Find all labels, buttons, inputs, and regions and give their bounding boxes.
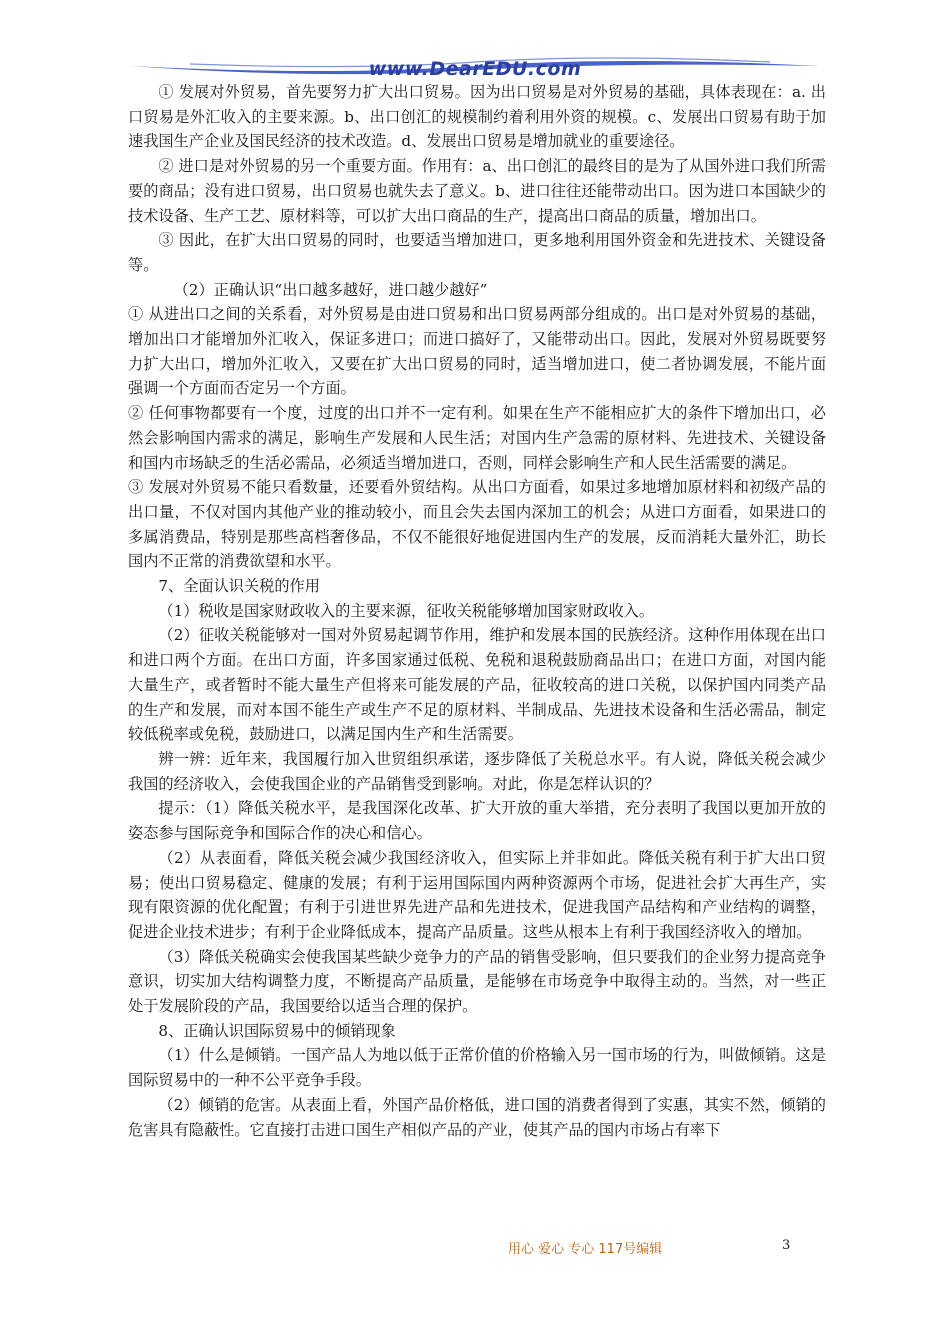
paragraph: 辨一辨：近年来，我国履行加入世贸组织承诺，逐步降低了关税总水平。有人说，降低关税会减少我国的经济收入，会使我国企业的产品销售受到影响。对此，你是怎样认识的？ — [128, 749, 826, 793]
paragraph: ① 发展对外贸易，首先要努力扩大出口贸易。因为出口贸易是对外贸易的基础，具体表现在：a. 出口贸易是外汇收入的主要来源。b、出口创汇的规模制约着利用外资的规模。c、发展出口贸易有助于加速我国生产企业及国民经济的技术改造。d、发展出口贸易是增加就业的重要途径。 — [128, 83, 826, 151]
paragraph: ② 任何事物都要有一个度，过度的出口并不一定有利。如果在生产不能相应扩大的条件下增加出口，必然会影响国内需求的满足，影响生产发展和人民生活；对国内生产急需的原材料、先进技术、关键设备和国内市场缺乏的生活必需品，必须适当增加进口，否则，同样会影响生产和人民生活需要的满足。 — [128, 404, 826, 472]
section-heading: 7、全面认识关税的作用 — [158, 577, 320, 596]
paragraph: （3）降低关税确实会使我国某些缺少竞争力的产品的销售受影响，但只要我们的企业努力提高竞争意识，切实加大结构调整力度，不断提高产品质量，是能够在市场竞争中取得主动的。当然，对一些正处于发展阶段的产品，我国要给以适当合理的保护。 — [128, 947, 826, 1016]
section-subheading: （2）正确认识“出口越多越好，进口越少越好” — [173, 280, 488, 299]
paragraph: （2）倾销的危害。从表面上看，外国产品价格低，进口国的消费者得到了实惠，其实不然，倾销的危害具有隐蔽性。它直接打击进口国生产相似产品的产业，使其产品的国内市场占有率下 — [128, 1095, 826, 1139]
paragraph: ③ 发展对外贸易不能只看数量，还要看外贸结构。从出口方面看，如果过多地增加原材料和初级产品的出口量，不仅对国内其他产业的推动较小，而且会失去国内深加工的机会；从进口方面看，如果进口的多属消费品，特别是那些高档奢侈品，不仅不能很好地促进国内生产的发展，反而消耗大量外汇，助长国内不正常的消费欲望和水平。 — [128, 478, 826, 571]
paragraph: ③ 因此，在扩大出口贸易的同时，也要适当增加进口，更多地利用国外资金和先进技术、关键设备等。 — [128, 231, 826, 274]
page-number: 3 — [782, 1238, 791, 1253]
paragraph: 提示：（1）降低关税水平，是我国深化改革、扩大开放的重大举措，充分表明了我国以更加开放的姿态参与国际竞争和国际合作的决心和信心。 — [128, 799, 826, 843]
paragraph: （1）税收是国家财政收入的主要来源，征收关税能够增加国家财政收入。 — [158, 601, 655, 620]
section-heading: 8、正确认识国际贸易中的倾销现象 — [158, 1021, 396, 1040]
footer-text: 用心 爱心 专心 117号编辑 — [508, 1242, 663, 1257]
document-body — [128, 80, 826, 1142]
paragraph: ② 进口是对外贸易的另一个重要方面。作用有：a、出口创汇的最终目的是为了从国外进口我们所需要的商品；没有进口贸易，出口贸易也就失去了意义。b、进口往往还能带动出口。因为进口本国缺少的技术设备、生产工艺、原材料等，可以扩大出口商品的生产，提高出口商品的质量，增加出口。 — [128, 157, 826, 225]
paragraph: ① 从进出口之间的关系看，对外贸易是由进口贸易和出口贸易两部分组成的。出口是对外贸易的基础，增加出口才能增加外汇收入，保证多进口；而进口搞好了，又能带动出口。因此，发展对外贸易既要努力扩大出口，增加外汇收入，又要在扩大出口贸易的同时，适当增加进口，使二者协调发展，不能片面强调一个方面而否定另一个方面。 — [128, 305, 826, 398]
paragraph: （1）什么是倾销。一国产品人为地以低于正常价值的价格输入另一国市场的行为，叫做倾销。这是国际贸易中的一种不公平竞争手段。 — [128, 1046, 826, 1090]
paragraph: （2）从表面看，降低关税会减少我国经济收入，但实际上并非如此。降低关税有利于扩大出口贸易；使出口贸易稳定、健康的发展；有利于运用国际国内两种资源两个市场，促进社会扩大再生产，实现有限资源的优化配置；有利于引进世界先进产品和先进技术，促进我国产品结构和产业结构的调整，促进企业技术进步；有利于企业降低成本，提高产品质量。这些从根本上有利于我国经济收入的增加。 — [128, 848, 826, 941]
site-logo-text: www.DearEDU.com — [368, 58, 582, 80]
paragraph: （2）征收关税能够对一国对外贸易起调节作用，维护和发展本国的民族经济。这种作用体现在出口和进口两个方面。在出口方面，许多国家通过低税、免税和退税鼓励商品出口；在进口方面，对国内能大量生产，或者暂时不能大量生产但将来可能发展的产品，征收较高的进口关税，以保护国内同类产品的生产和发展，而对本国不能生产或生产不足的原材料、半制成品、先进技术设备和生活必需品，制定较低税率或免税，鼓励进口，以满足国内生产和生活需要。 — [128, 626, 826, 744]
